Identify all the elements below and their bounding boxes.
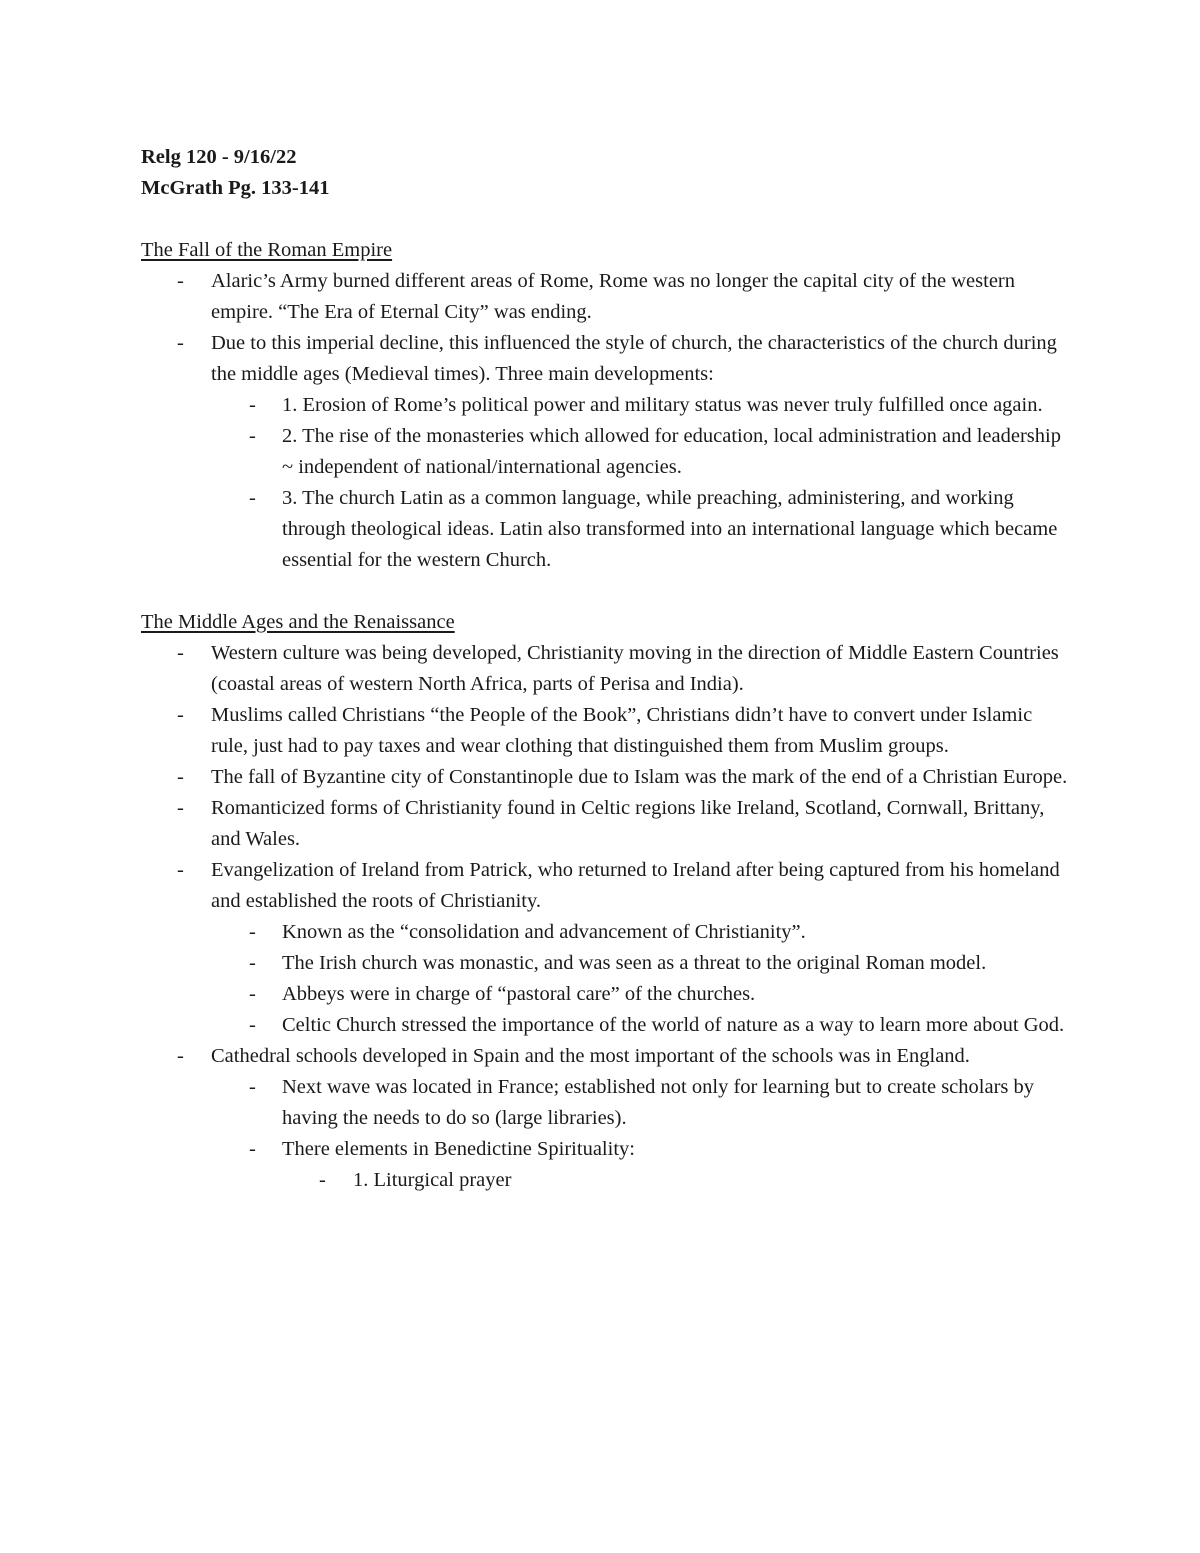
bullet-text: Alaric’s Army burned different areas of Rome, Rome was no longer the capital city of the western empire. “The Era of Eternal City” was ending. bbox=[211, 270, 1015, 323]
dash-bullet-icon: - bbox=[177, 270, 184, 292]
bullet-text: The fall of Byzantine city of Constantinople due to Islam was the mark of the end of a Christian Europe. bbox=[211, 766, 1068, 788]
spacer bbox=[141, 576, 1071, 607]
dash-bullet-icon: - bbox=[177, 642, 184, 664]
bullet-text: Muslims called Christians “the People of the Book”, Christians didn’t have to convert under Islamic rule, just had to pay taxes and wear clothing that distinguished them from Muslim groups. bbox=[211, 704, 1033, 757]
dash-bullet-icon: - bbox=[249, 394, 256, 416]
bullet-item bbox=[141, 979, 1071, 1010]
bullet-item bbox=[141, 483, 1071, 576]
bullet-text: Next wave was located in France; established not only for learning but to create scholars by having the needs to do so (large libraries). bbox=[282, 1076, 1034, 1129]
bullet-text: 1. Liturgical prayer bbox=[353, 1169, 512, 1191]
bullet-item bbox=[141, 855, 1071, 917]
section-title: The Fall of the Roman Empire bbox=[141, 239, 393, 261]
dash-bullet-icon: - bbox=[177, 704, 184, 726]
bullet-item bbox=[141, 1072, 1071, 1134]
bullet-item bbox=[141, 421, 1071, 483]
bullet-item bbox=[141, 793, 1071, 855]
document-page bbox=[141, 142, 1071, 1196]
bullet-text: There elements in Benedictine Spirituality: bbox=[282, 1138, 635, 1160]
reading-reference: McGrath Pg. 133-141 bbox=[141, 177, 330, 199]
section-title: The Middle Ages and the Renaissance bbox=[141, 611, 455, 633]
bullet-text: 3. The church Latin as a common language, while preaching, administering, and working through theological ideas. Latin also transformed into an international language which became essential for the western Church. bbox=[282, 487, 1058, 571]
course-header: Relg 120 - 9/16/22 bbox=[141, 146, 297, 168]
dash-bullet-icon: - bbox=[177, 859, 184, 881]
dash-bullet-icon: - bbox=[249, 1076, 256, 1098]
bullet-item bbox=[141, 700, 1071, 762]
dash-bullet-icon: - bbox=[249, 952, 256, 974]
dash-bullet-icon: - bbox=[249, 487, 256, 509]
bullet-item bbox=[141, 638, 1071, 700]
dash-bullet-icon: - bbox=[249, 1014, 256, 1036]
bullet-item bbox=[141, 1010, 1071, 1041]
bullet-text: Evangelization of Ireland from Patrick, who returned to Ireland after being captured from his homeland and established the roots of Christianity. bbox=[211, 859, 1060, 912]
dash-bullet-icon: - bbox=[177, 1045, 184, 1067]
dash-bullet-icon: - bbox=[319, 1169, 326, 1191]
bullet-text: Due to this imperial decline, this influenced the style of church, the characteristics of the church during the middle ages (Medieval times). Three main developments: bbox=[211, 332, 1057, 385]
bullet-item bbox=[141, 328, 1071, 390]
dash-bullet-icon: - bbox=[249, 425, 256, 447]
bullet-item bbox=[141, 917, 1071, 948]
bullet-text: 1. Erosion of Rome’s political power and military status was never truly fulfilled once again. bbox=[282, 394, 1043, 416]
bullet-item bbox=[141, 762, 1071, 793]
dash-bullet-icon: - bbox=[249, 1138, 256, 1160]
bullet-item bbox=[141, 266, 1071, 328]
bullet-text: Known as the “consolidation and advancement of Christianity”. bbox=[282, 921, 806, 943]
spacer bbox=[141, 204, 1071, 235]
dash-bullet-icon: - bbox=[177, 332, 184, 354]
bullet-text: Abbeys were in charge of “pastoral care” of the churches. bbox=[282, 983, 756, 1005]
bullet-text: Romanticized forms of Christianity found in Celtic regions like Ireland, Scotland, Cornwall, Brittany, and Wales. bbox=[211, 797, 1045, 850]
notes-body bbox=[141, 235, 1071, 1196]
bullet-item bbox=[141, 948, 1071, 979]
bullet-text: 2. The rise of the monasteries which allowed for education, local administration and leadership ~ independent of national/international agencies. bbox=[282, 425, 1061, 478]
bullet-item bbox=[141, 390, 1071, 421]
dash-bullet-icon: - bbox=[177, 766, 184, 788]
bullet-text: Western culture was being developed, Christianity moving in the direction of Middle Eastern Countries (coastal areas of western North Africa, parts of Perisa and India). bbox=[211, 642, 1059, 695]
bullet-text: Cathedral schools developed in Spain and the most important of the schools was in England. bbox=[211, 1045, 970, 1067]
bullet-item bbox=[141, 1165, 1071, 1196]
dash-bullet-icon: - bbox=[249, 921, 256, 943]
bullet-item bbox=[141, 1134, 1071, 1165]
bullet-item bbox=[141, 1041, 1071, 1072]
bullet-text: Celtic Church stressed the importance of the world of nature as a way to learn more about God. bbox=[282, 1014, 1065, 1036]
bullet-text: The Irish church was monastic, and was seen as a threat to the original Roman model. bbox=[282, 952, 987, 974]
dash-bullet-icon: - bbox=[177, 797, 184, 819]
dash-bullet-icon: - bbox=[249, 983, 256, 1005]
